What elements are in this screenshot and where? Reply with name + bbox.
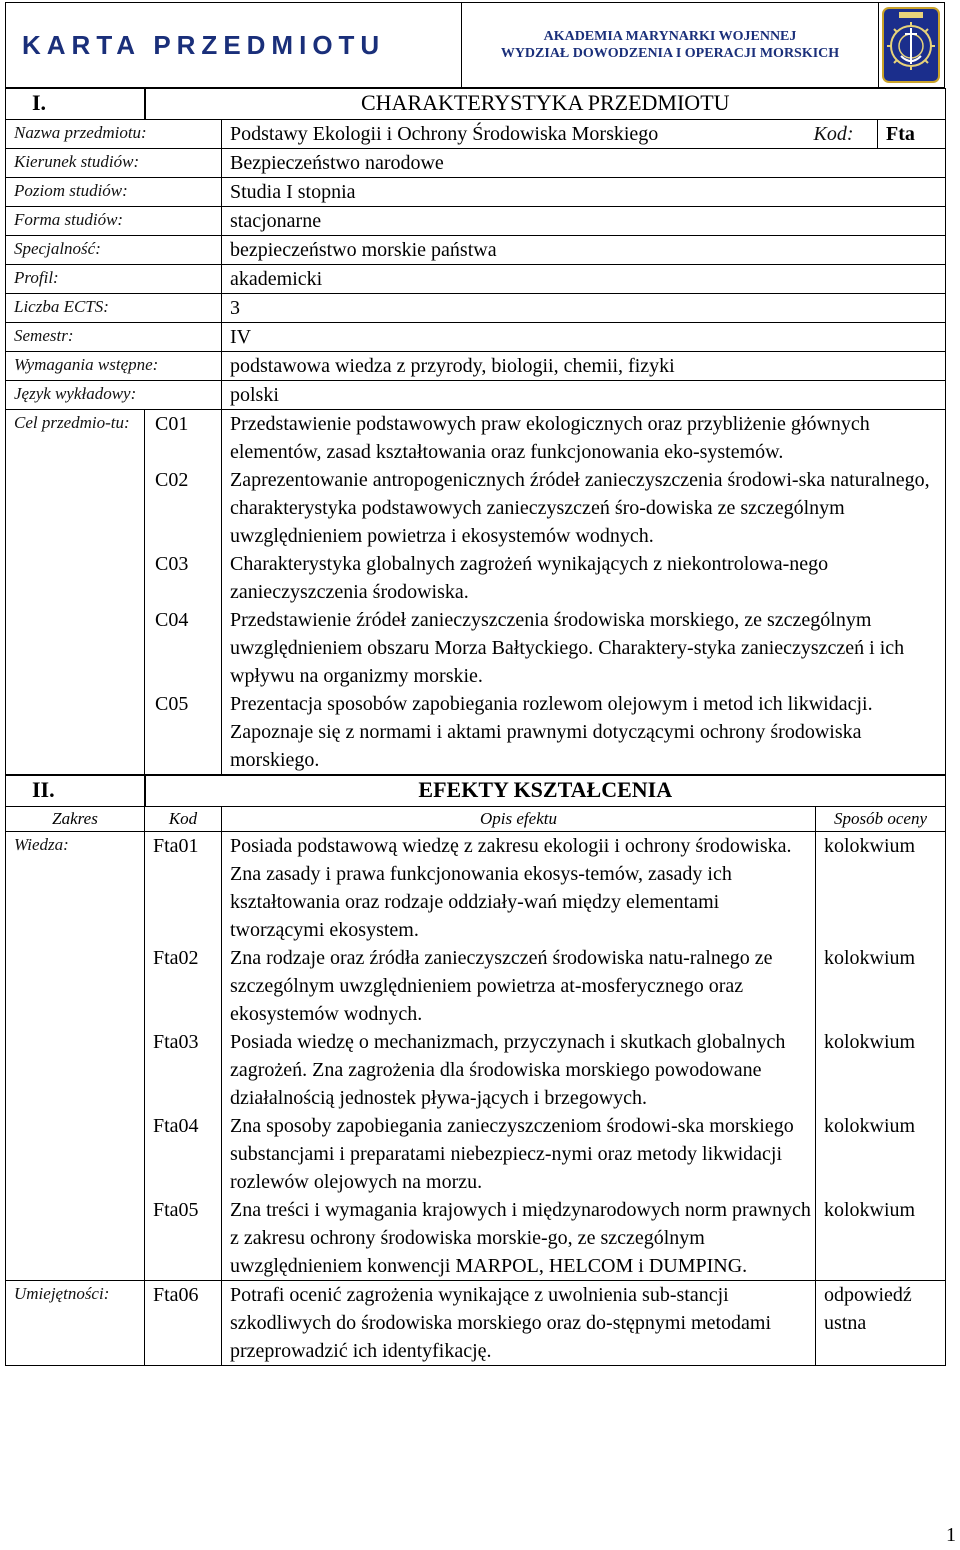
learning-outcomes-table	[5, 775, 946, 1366]
column-header: Sposób oceny	[816, 807, 946, 832]
field-value: 3	[222, 294, 946, 323]
page-number: 1	[946, 1524, 956, 1546]
field-row	[6, 149, 946, 178]
outcome-code: Fta06	[145, 1281, 222, 1366]
assessment-method: odpowiedź ustna	[816, 1281, 946, 1366]
section-2-header	[6, 776, 946, 807]
goals-label: Cel przedmio-tu:	[6, 410, 145, 775]
skills-label: Umiejętności:	[6, 1281, 145, 1366]
field-label: Profil:	[6, 265, 222, 294]
outcome-text: Zna sposoby zapobiegania zanieczyszczeniom środowi-ska morskiego substancjami i preparatami niebezpiecz-nymi oraz metody likwidacji rozlewów olejowych na morzu.	[222, 1112, 816, 1196]
goal-text: Prezentacja sposobów zapobiegania rozlewom olejowym i metod ich likwidacji. Zapoznaje się z normami i aktami prawnymi dotyczącymi ochrony środowiska morskiego.	[222, 690, 946, 775]
outcome-row	[6, 832, 946, 945]
institution-name: AKADEMIA MARYNARKI WOJENNEJ	[543, 29, 797, 44]
goal-text: Przedstawienie źródeł zanieczyszczenia środowiska morskiego, ze szczególnym uwzględnieniem obszaru Morza Bałtyckiego. Charaktery-styka zanieczyszczeń i ich wpływu na organizmy morskie.	[222, 606, 946, 690]
field-value: IV	[222, 323, 946, 352]
field-value: Bezpieczeństwo narodowe	[222, 149, 946, 178]
goal-text: Zaprezentowanie antropogenicznych źródeł zanieczyszczenia środowi-ska naturalnego, charakterystyka podstawowych zanieczyszczeń śro-dowiska ze szczególnym uwzględnieniem powietrza i ekosystemów wodnych.	[222, 466, 946, 550]
field-label: Liczba ECTS:	[6, 294, 222, 323]
column-header: Kod	[145, 807, 222, 832]
course-name: Podstawy Ekologii i Ochrony Środowiska Morskiego	[222, 120, 806, 149]
field-value: bezpieczeństwo morskie państwa	[222, 236, 946, 265]
course-card	[5, 2, 945, 1366]
field-value: stacjonarne	[222, 207, 946, 236]
assessment-method: kolokwium	[816, 1028, 946, 1112]
field-label: Wymagania wstępne:	[6, 352, 222, 381]
outcome-code: Fta02	[145, 944, 222, 1028]
outcome-code: Fta05	[145, 1196, 222, 1281]
field-value: polski	[222, 381, 946, 410]
field-row	[6, 207, 946, 236]
outcome-code: Fta01	[145, 832, 222, 945]
goal-text: Charakterystyka globalnych zagrożeń wynikających z niekontrolowa-nego zanieczyszczenia środowiska.	[222, 550, 946, 606]
field-row	[6, 352, 946, 381]
goal-code: C04	[145, 606, 222, 690]
goal-row	[6, 410, 946, 467]
goal-row	[6, 606, 946, 690]
outcome-row	[6, 1112, 946, 1196]
outcome-text: Zna treści i wymagania krajowych i międzynarodowych norm prawnych z zakresu ochrony środowiska morskie-go, ze szczególnym uwzględnieniem konwencji MARPOL, HELCOM i DUMPING.	[222, 1196, 816, 1281]
field-value: Studia I stopnia	[222, 178, 946, 207]
field-label: Forma studiów:	[6, 207, 222, 236]
outcome-text: Potrafi ocenić zagrożenia wynikające z uwolnienia sub-stancji szkodliwych do środowiska morskiego oraz do-stępnymi metodami przeprowadzić ich identyfikację.	[222, 1281, 816, 1366]
field-row	[6, 236, 946, 265]
column-header: Zakres	[6, 807, 145, 832]
field-row	[6, 178, 946, 207]
faculty-name: WYDZIAŁ DOWODZENIA I OPERACJI MORSKICH	[500, 46, 840, 61]
goal-row	[6, 550, 946, 606]
field-label: Kierunek studiów:	[6, 149, 222, 178]
field-label: Specjalność:	[6, 236, 222, 265]
outcome-code: Fta03	[145, 1028, 222, 1112]
goal-code: C01	[145, 410, 222, 467]
field-label: Poziom studiów:	[6, 178, 222, 207]
characteristics-table	[5, 88, 946, 775]
column-header: Opis efektu	[222, 807, 816, 832]
document-title: KARTA PRZEDMIOTU	[6, 3, 462, 87]
outcome-code: Fta04	[145, 1112, 222, 1196]
section-number: I.	[6, 89, 145, 120]
academy-logo	[878, 3, 944, 87]
outcome-row	[6, 1196, 946, 1281]
goal-code: C05	[145, 690, 222, 775]
section-number: II.	[6, 776, 145, 807]
field-value: podstawowa wiedza z przyrody, biologii, chemii, fizyki	[222, 352, 946, 381]
goal-row	[6, 466, 946, 550]
outcome-row	[6, 944, 946, 1028]
outcome-row	[6, 1028, 946, 1112]
assessment-method: kolokwium	[816, 1112, 946, 1196]
outcome-text: Posiada podstawową wiedzę z zakresu ekologii i ochrony środowiska. Zna zasady i prawa funkcjonowania ekosys-temów, zasady ich kształtowania oraz rodzaje oddziały-wań między elementami tworzącymi ekosystem.	[222, 832, 816, 945]
outcome-row	[6, 1281, 946, 1366]
field-label: Nazwa przedmiotu:	[6, 120, 222, 149]
field-row	[6, 265, 946, 294]
field-value: akademicki	[222, 265, 946, 294]
field-row	[6, 323, 946, 352]
goal-code: C03	[145, 550, 222, 606]
code-label: Kod:	[806, 120, 878, 149]
goal-row	[6, 690, 946, 775]
assessment-method: kolokwium	[816, 1196, 946, 1281]
outcome-text: Zna rodzaje oraz źródła zanieczyszczeń środowiska natu-ralnego ze szczególnym uwzględnieniem powietrza at-mosferycznego oraz ekosystemów wodnych.	[222, 944, 816, 1028]
section-1-header	[6, 89, 946, 120]
knowledge-label: Wiedza:	[6, 832, 145, 1281]
document-header	[5, 2, 945, 88]
outcome-text: Posiada wiedzę o mechanizmach, przyczynach i skutkach globalnych zagrożeń. Zna zagrożenia dla środowiska morskiego powodowane działalnością jednostek pływa-jących i brzegowych.	[222, 1028, 816, 1112]
field-label: Semestr:	[6, 323, 222, 352]
assessment-method: kolokwium	[816, 832, 946, 945]
institution-block	[462, 3, 879, 87]
goal-code: C02	[145, 466, 222, 550]
course-name-row	[6, 120, 946, 149]
field-row	[6, 294, 946, 323]
course-code: Fta	[878, 120, 946, 149]
outcomes-column-headers	[6, 807, 946, 832]
goal-text: Przedstawienie podstawowych praw ekologicznych oraz przybliżenie głównych elementów, zasad kształtowania oraz funkcjonowania eko-systemów.	[222, 410, 946, 467]
field-row	[6, 381, 946, 410]
anchor-emblem-icon	[881, 6, 941, 84]
section-title: CHARAKTERYSTYKA PRZEDMIOTU	[145, 89, 946, 120]
field-label: Język wykładowy:	[6, 381, 222, 410]
assessment-method: kolokwium	[816, 944, 946, 1028]
section-title: EFEKTY KSZTAŁCENIA	[145, 776, 946, 807]
